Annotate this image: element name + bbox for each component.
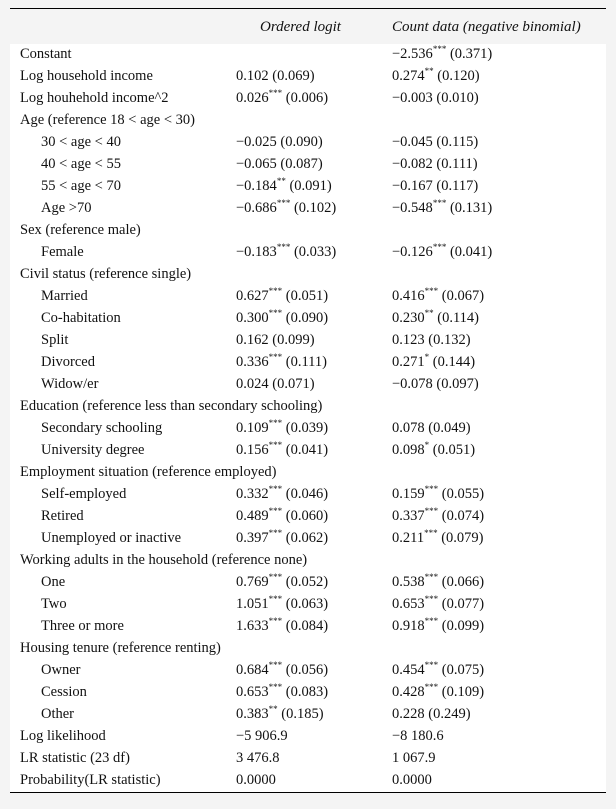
standard-error: (0.091): [285, 178, 332, 194]
row-label: Age (reference 18 < age < 30): [20, 112, 195, 128]
row-label: Working adults in the household (reference none): [20, 552, 308, 568]
coefficient-value: 0.383: [236, 706, 269, 722]
coefficient-value: 0.156: [236, 442, 269, 458]
cell-negative-binomial: [392, 376, 479, 393]
coefficient-value: −0.045 (0.115): [392, 134, 479, 150]
significance-stars: ***: [424, 484, 439, 494]
coefficient-value: 0.454: [392, 662, 425, 678]
coefficient-value: −0.078 (0.097): [392, 376, 479, 392]
table-row: [10, 682, 606, 704]
table-row: [10, 462, 606, 484]
significance-stars: ***: [268, 352, 283, 362]
cell-negative-binomial: [392, 442, 475, 459]
significance-stars: ***: [424, 572, 439, 582]
significance-stars: ***: [424, 528, 438, 538]
row-label: Female: [41, 244, 84, 260]
row-label: Split: [41, 332, 69, 348]
significance-stars: ***: [424, 660, 439, 670]
significance-stars: *: [424, 352, 430, 362]
cell-ordered-logit: [236, 772, 276, 789]
coefficient-value: 1.051: [236, 596, 269, 612]
standard-error: (0.083): [282, 684, 329, 700]
standard-error: (0.099): [438, 618, 485, 634]
cell-ordered-logit: [236, 420, 328, 437]
standard-error: (0.084): [282, 618, 329, 634]
table-row: [10, 484, 606, 506]
standard-error: (0.077): [438, 596, 485, 612]
cell-ordered-logit: [236, 574, 328, 591]
cell-negative-binomial: [392, 310, 479, 327]
standard-error: (0.090): [282, 310, 329, 326]
column-header-ordered-logit: Ordered logit: [260, 19, 341, 35]
coefficient-value: 0.538: [392, 574, 425, 590]
row-label: Sex (reference male): [20, 222, 141, 238]
table-row: [10, 242, 606, 264]
standard-error: (0.079): [437, 530, 484, 546]
row-label: Secondary schooling: [41, 420, 163, 436]
standard-error: (0.006): [282, 90, 329, 106]
significance-stars: *: [424, 440, 430, 450]
cell-ordered-logit: [236, 750, 280, 767]
cell-negative-binomial: [392, 728, 444, 745]
coefficient-value: 0.026: [236, 90, 269, 106]
table-row: [10, 66, 606, 88]
cell-ordered-logit: [236, 200, 336, 217]
row-label: Three or more: [41, 618, 124, 634]
cell-negative-binomial: [392, 178, 478, 195]
table-row: [10, 616, 606, 638]
coefficient-value: −2.536: [392, 46, 433, 62]
table-row: [10, 726, 606, 748]
table-row: [10, 660, 606, 682]
coefficient-value: 0.230: [392, 310, 425, 326]
coefficient-value: 0.228 (0.249): [392, 706, 471, 722]
coefficient-value: 0.300: [236, 310, 269, 326]
standard-error: (0.371): [446, 46, 493, 62]
cell-ordered-logit: [236, 354, 327, 371]
cell-ordered-logit: [236, 376, 315, 393]
coefficient-value: 0.109: [236, 420, 269, 436]
cell-ordered-logit: [236, 618, 328, 635]
significance-stars: ***: [268, 418, 283, 428]
significance-stars: ***: [424, 506, 439, 516]
cell-negative-binomial: [392, 420, 471, 437]
row-label: One: [41, 574, 66, 590]
significance-stars: ***: [268, 616, 283, 626]
standard-error: (0.041): [282, 442, 329, 458]
table-header: [10, 8, 606, 46]
row-label: Retired: [41, 508, 84, 524]
row-label: Education (reference less than secondary schooling): [20, 398, 323, 414]
row-label: Log household income: [20, 68, 153, 84]
significance-stars: ***: [424, 286, 439, 296]
row-label: Probability(LR statistic): [20, 772, 161, 788]
coefficient-value: 0.123 (0.132): [392, 332, 471, 348]
significance-stars: ***: [432, 44, 447, 54]
coefficient-value: 0.159: [392, 486, 425, 502]
coefficient-value: 0.397: [236, 530, 269, 546]
cell-ordered-logit: [236, 310, 328, 327]
row-label: Constant: [20, 46, 72, 62]
coefficient-value: 3 476.8: [236, 750, 280, 766]
coefficient-value: 0.271: [392, 354, 425, 370]
coefficient-value: 0.769: [236, 574, 269, 590]
significance-stars: ***: [268, 88, 283, 98]
row-label: Owner: [41, 662, 81, 678]
coefficient-value: 0.653: [392, 596, 425, 612]
standard-error: (0.131): [446, 200, 493, 216]
table-row: [10, 198, 606, 220]
row-label: Civil status (reference single): [20, 266, 192, 282]
row-label: Employment situation (reference employed): [20, 464, 277, 480]
cell-ordered-logit: [236, 684, 328, 701]
cell-negative-binomial: [392, 46, 492, 63]
cell-ordered-logit: [236, 178, 332, 195]
standard-error: (0.041): [446, 244, 493, 260]
standard-error: (0.052): [282, 574, 329, 590]
row-label: University degree: [41, 442, 145, 458]
significance-stars: ***: [424, 594, 439, 604]
cell-ordered-logit: [236, 706, 324, 723]
table-row: [10, 704, 606, 726]
table-row: [10, 88, 606, 110]
standard-error: (0.067): [438, 288, 485, 304]
table-row: [10, 374, 606, 396]
coefficient-value: −0.548: [392, 200, 433, 216]
standard-error: (0.111): [282, 354, 327, 370]
coefficient-value: 0.337: [392, 508, 425, 524]
coefficient-value: 0.078 (0.049): [392, 420, 471, 436]
standard-error: (0.074): [438, 508, 485, 524]
row-label: Log likelihood: [20, 728, 106, 744]
coefficient-value: 0.489: [236, 508, 269, 524]
cell-ordered-logit: [236, 530, 328, 547]
table-row: [10, 396, 606, 418]
coefficient-value: −0.184: [236, 178, 277, 194]
table-row: [10, 770, 606, 792]
cell-negative-binomial: [392, 684, 484, 701]
cell-negative-binomial: [392, 288, 484, 305]
significance-stars: **: [424, 66, 434, 76]
table-row: [10, 176, 606, 198]
table-body: [10, 44, 606, 793]
cell-negative-binomial: [392, 618, 484, 635]
cell-negative-binomial: [392, 596, 484, 613]
cell-ordered-logit: [236, 244, 336, 261]
cell-negative-binomial: [392, 156, 478, 173]
coefficient-value: −0.183: [236, 244, 277, 260]
cell-ordered-logit: [236, 134, 323, 151]
coefficient-value: 0.0000: [392, 772, 432, 788]
table-row: [10, 638, 606, 660]
coefficient-value: −8 180.6: [392, 728, 444, 744]
significance-stars: ***: [268, 308, 283, 318]
cell-negative-binomial: [392, 244, 492, 261]
cell-negative-binomial: [392, 68, 480, 85]
coefficient-value: 0.332: [236, 486, 269, 502]
standard-error: (0.075): [438, 662, 485, 678]
row-label: Married: [41, 288, 88, 304]
standard-error: (0.039): [282, 420, 329, 436]
cell-negative-binomial: [392, 332, 471, 349]
significance-stars: ***: [268, 440, 283, 450]
significance-stars: **: [424, 308, 434, 318]
coefficient-value: −5 906.9: [236, 728, 288, 744]
cell-ordered-logit: [236, 288, 328, 305]
cell-negative-binomial: [392, 772, 432, 789]
cell-ordered-logit: [236, 508, 328, 525]
row-label: Self-employed: [41, 486, 127, 502]
coefficient-value: 0.416: [392, 288, 425, 304]
row-label: 40 < age < 55: [41, 156, 121, 172]
table-row: [10, 572, 606, 594]
table-row: [10, 330, 606, 352]
standard-error: (0.051): [429, 442, 476, 458]
row-label: LR statistic (23 df): [20, 750, 130, 766]
cell-negative-binomial: [392, 200, 492, 217]
row-label: Co-habitation: [41, 310, 121, 326]
coefficient-value: 0.102 (0.069): [236, 68, 315, 84]
coefficient-value: −0.167 (0.117): [392, 178, 479, 194]
significance-stars: ***: [268, 682, 283, 692]
table-row: [10, 594, 606, 616]
cell-negative-binomial: [392, 530, 484, 547]
cell-ordered-logit: [236, 596, 328, 613]
table-row: [10, 110, 606, 132]
coefficient-value: −0.065 (0.087): [236, 156, 323, 172]
significance-stars: ***: [424, 682, 439, 692]
cell-ordered-logit: [236, 486, 328, 503]
standard-error: (0.144): [429, 354, 476, 370]
cell-negative-binomial: [392, 574, 484, 591]
table-row: [10, 440, 606, 462]
significance-stars: **: [276, 176, 286, 186]
coefficient-value: 0.098: [392, 442, 425, 458]
standard-error: (0.185): [277, 706, 324, 722]
cell-negative-binomial: [392, 134, 478, 151]
cell-ordered-logit: [236, 442, 328, 459]
cell-negative-binomial: [392, 662, 484, 679]
coefficient-value: 0.428: [392, 684, 425, 700]
table-row: [10, 220, 606, 242]
standard-error: (0.066): [438, 574, 485, 590]
row-label: Divorced: [41, 354, 95, 370]
coefficient-value: −0.025 (0.090): [236, 134, 323, 150]
cell-ordered-logit: [236, 662, 328, 679]
column-header-negative-binomial: Count data (negative binomial): [392, 19, 581, 35]
standard-error: (0.046): [282, 486, 329, 502]
standard-error: (0.051): [282, 288, 329, 304]
table-row: [10, 264, 606, 286]
table-row: [10, 44, 606, 66]
table-row: [10, 418, 606, 440]
significance-stars: ***: [268, 660, 283, 670]
row-label: Other: [41, 706, 75, 722]
cell-negative-binomial: [392, 706, 471, 723]
coefficient-value: 0.918: [392, 618, 425, 634]
coefficient-value: 0.336: [236, 354, 269, 370]
coefficient-value: −0.126: [392, 244, 433, 260]
significance-stars: ***: [268, 286, 283, 296]
standard-error: (0.056): [282, 662, 329, 678]
cell-ordered-logit: [236, 68, 315, 85]
significance-stars: ***: [268, 506, 283, 516]
cell-ordered-logit: [236, 156, 323, 173]
standard-error: (0.120): [433, 68, 480, 84]
coefficient-value: 1.633: [236, 618, 269, 634]
cell-negative-binomial: [392, 750, 436, 767]
standard-error: (0.062): [282, 530, 329, 546]
significance-stars: **: [268, 704, 278, 714]
significance-stars: ***: [268, 594, 283, 604]
cell-negative-binomial: [392, 90, 479, 107]
significance-stars: ***: [268, 572, 283, 582]
coefficient-value: −0.686: [236, 200, 277, 216]
row-label: Age >70: [41, 200, 92, 216]
table-row: [10, 132, 606, 154]
table-row: [10, 748, 606, 770]
significance-stars: ***: [268, 528, 283, 538]
standard-error: (0.063): [282, 596, 329, 612]
coefficient-value: 0.627: [236, 288, 269, 304]
table-row: [10, 352, 606, 374]
table-row: [10, 308, 606, 330]
row-label: 55 < age < 70: [41, 178, 121, 194]
row-label: 30 < age < 40: [41, 134, 121, 150]
row-label: Housing tenure (reference renting): [20, 640, 221, 656]
table-row: [10, 550, 606, 572]
coefficient-value: 0.024 (0.071): [236, 376, 315, 392]
cell-negative-binomial: [392, 354, 475, 371]
cell-negative-binomial: [392, 486, 484, 503]
standard-error: (0.033): [290, 244, 337, 260]
table-row: [10, 154, 606, 176]
coefficient-value: 0.211: [392, 530, 425, 546]
coefficient-value: 0.684: [236, 662, 269, 678]
row-label: Two: [41, 596, 67, 612]
table-row: [10, 286, 606, 308]
standard-error: (0.055): [438, 486, 485, 502]
cell-negative-binomial: [392, 508, 484, 525]
standard-error: (0.102): [290, 200, 337, 216]
standard-error: (0.109): [438, 684, 485, 700]
significance-stars: ***: [276, 242, 291, 252]
table-row: [10, 506, 606, 528]
standard-error: (0.114): [433, 310, 479, 326]
significance-stars: ***: [424, 616, 439, 626]
coefficient-value: 1 067.9: [392, 750, 436, 766]
coefficient-value: 0.274: [392, 68, 425, 84]
table-row: [10, 528, 606, 550]
coefficient-value: −0.003 (0.010): [392, 90, 479, 106]
coefficient-value: 0.162 (0.099): [236, 332, 315, 348]
row-label: Cession: [41, 684, 87, 700]
significance-stars: ***: [432, 198, 447, 208]
significance-stars: ***: [268, 484, 283, 494]
row-label: Unemployed or inactive: [41, 530, 182, 546]
row-label: Log houhehold income^2: [20, 90, 169, 106]
cell-ordered-logit: [236, 728, 288, 745]
significance-stars: ***: [432, 242, 447, 252]
significance-stars: ***: [276, 198, 291, 208]
cell-ordered-logit: [236, 90, 328, 107]
coefficient-value: −0.082 (0.111): [392, 156, 478, 172]
standard-error: (0.060): [282, 508, 329, 524]
row-label: Widow/er: [41, 376, 99, 392]
coefficient-value: 0.653: [236, 684, 269, 700]
cell-ordered-logit: [236, 332, 315, 349]
coefficient-value: 0.0000: [236, 772, 276, 788]
